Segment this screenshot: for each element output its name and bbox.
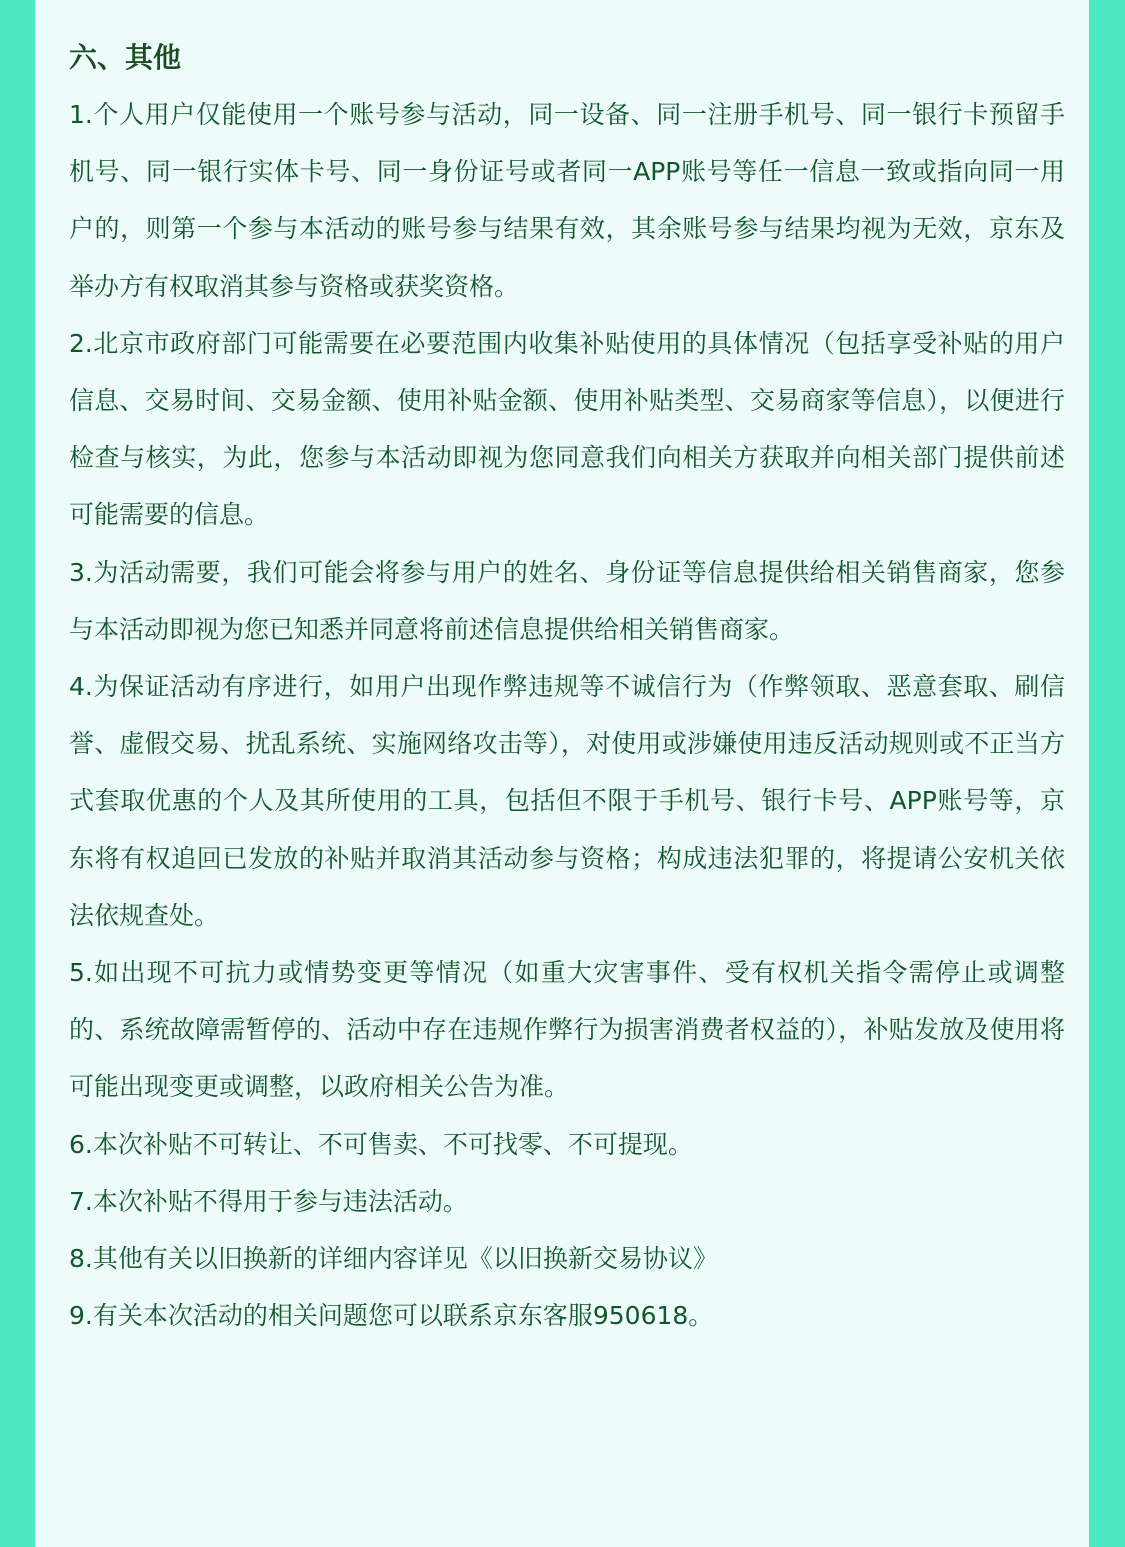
rule-item-4: 4.为保证活动有序进行，如用户出现作弊违规等不诚信行为（作弊领取、恶意套取、刷信誉、虚假交易、扰乱系统、实施网络攻击等），对使用或涉嫌使用违反活动规则或不正当方式套取优惠的个人及其所使用的工具，包括但不限于手机号、银行卡号、APP账号等，京东将有权追回已发放的补贴并取消其活动参与资格；构成违法犯罪的，将提请公安机关依法依规查处。 (69, 672, 1065, 930)
rule-item-7: 7.本次补贴不得用于参与违法活动。 (69, 1186, 468, 1216)
rule-item-1: 1.个人用户仅能使用一个账号参与活动，同一设备、同一注册手机号、同一银行卡预留手机号、同一银行实体卡号、同一身份证号或者同一APP账号等任一信息一致或指向同一用户的，则第一个参与本活动的账号参与结果有效，其余账号参与结果均视为无效，京东及举办方有权取消其参与资格或获奖资格。 (69, 100, 1065, 301)
section-title: 六、其他 (69, 41, 182, 74)
rule-item-9: 9.有关本次活动的相关问题您可以联系京东客服950618。 (69, 1301, 714, 1331)
rule-item-8: 8.其他有关以旧换新的详细内容详见《以旧换新交易协议》 (69, 1244, 718, 1274)
rules-content (69, 34, 1065, 1344)
rule-item-2: 2.北京市政府部门可能需要在必要范围内收集补贴使用的具体情况（包括享受补贴的用户信息、交易时间、交易金额、使用补贴金额、使用补贴类型、交易商家等信息），以便进行检查与核实，为此，您参与本活动即视为您同意我们向相关方获取并向相关部门提供前述可能需要的信息。 (69, 328, 1065, 530)
rule-item-5: 5.如出现不可抗力或情势变更等情况（如重大灾害事件、受有权机关指令需停止或调整的、系统故障需暂停的、活动中存在违规作弊行为损害消费者权益的），补贴发放及使用将可能出现变更或调整，以政府相关公告为准。 (69, 958, 1065, 1102)
rules-panel (35, 0, 1089, 1547)
rule-item-6: 6.本次补贴不可转让、不可售卖、不可找零、不可提现。 (69, 1129, 693, 1159)
rule-item-3: 3.为活动需要，我们可能会将参与用户的姓名、身份证等信息提供给相关销售商家，您参与本活动即视为您已知悉并同意将前述信息提供给相关销售商家。 (69, 557, 1065, 644)
